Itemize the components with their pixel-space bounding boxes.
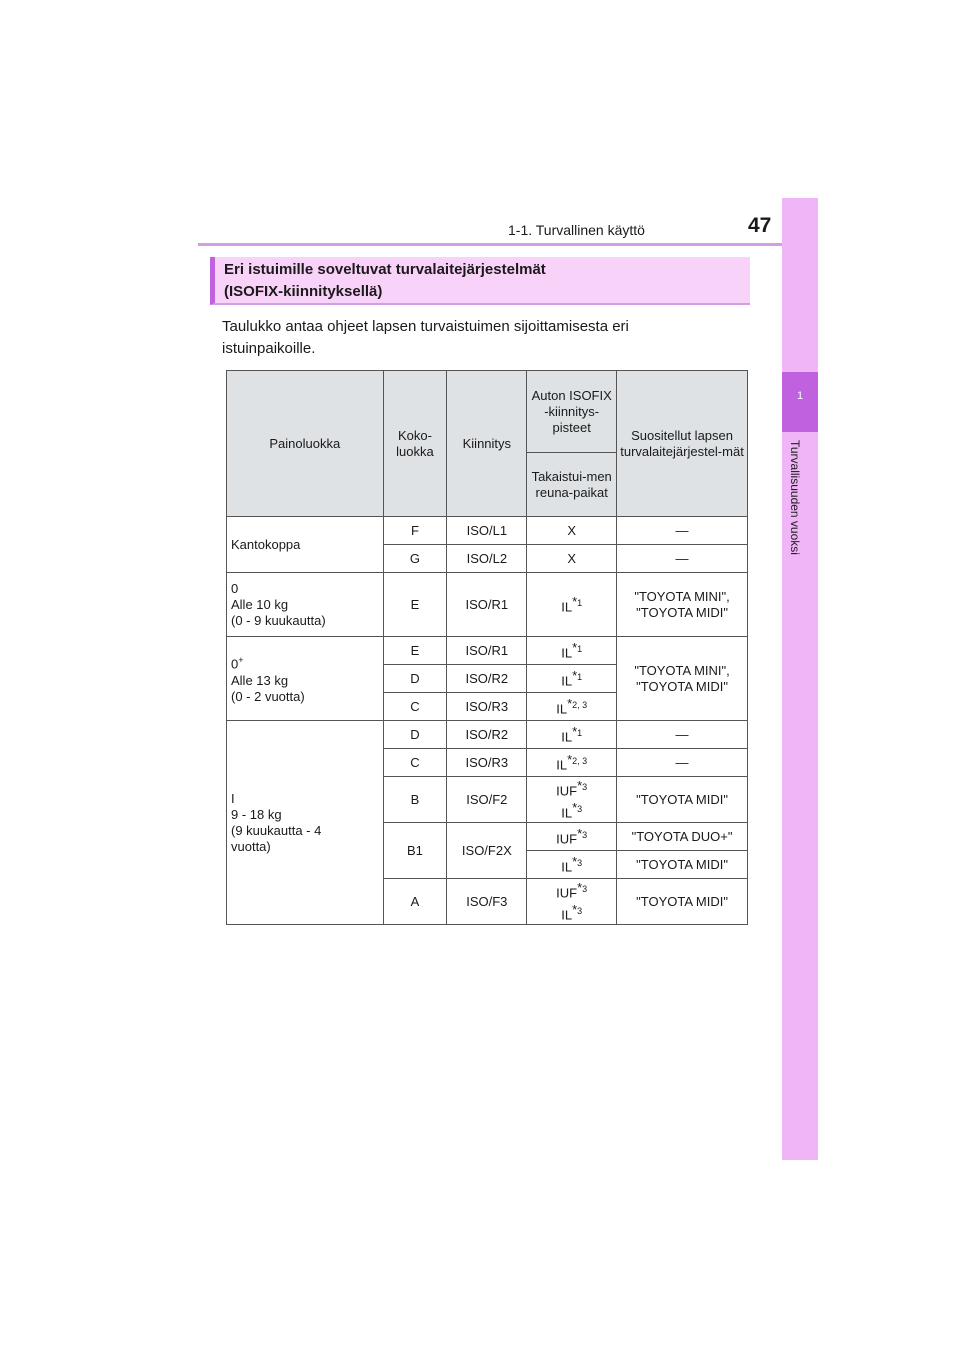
chapter-side-tab (782, 198, 818, 1160)
recommended-cell: — (617, 749, 748, 777)
section-header: 1-1. Turvallinen käyttö (508, 222, 645, 238)
size-cell: B1 (383, 823, 447, 879)
header-isofix-points: Auton ISOFIX -kiinnitys-pisteet (527, 371, 617, 453)
recommended-cell: — (617, 545, 748, 573)
suitability-cell: X (527, 517, 617, 545)
size-cell: C (383, 693, 447, 721)
recommended-cell: "TOYOTA DUO+" (617, 823, 748, 851)
recommended-cell: "TOYOTA MINI", "TOYOTA MIDI" (617, 637, 748, 721)
header-weight-class: Painoluokka (227, 371, 384, 517)
table-row (227, 721, 748, 749)
fixture-cell: ISO/R2 (447, 665, 527, 693)
suitability-cell: IUF$^{*3}$ IL$^{*3}$ (527, 777, 617, 823)
chapter-tab-marker (782, 372, 818, 432)
header-size-class: Koko-luokka (383, 371, 447, 517)
header-recommended: Suositellut lapsen turvalaitejärjestel-mät (617, 371, 748, 517)
fixture-cell: ISO/F3 (447, 879, 527, 925)
intro-text: Taulukko antaa ohjeet lapsen turvaistuimen sijoittamisesta eri istuinpaikoille. (222, 318, 629, 357)
suitability-cell: IL$^{*2, 3}$ (527, 749, 617, 777)
header-fixture: Kiinnitys (447, 371, 527, 517)
recommended-cell: "TOYOTA MIDI" (617, 851, 748, 879)
table-row (227, 573, 748, 637)
fixture-cell: ISO/L1 (447, 517, 527, 545)
chapter-number: 1 (796, 390, 804, 402)
group-0-plus: 0+ Alle 13 kg (0 - 2 vuotta) (227, 637, 384, 721)
recommended-cell: — (617, 721, 748, 749)
size-cell: D (383, 665, 447, 693)
table-row (227, 637, 748, 665)
fixture-cell: ISO/F2X (447, 823, 527, 879)
table-row (227, 517, 748, 545)
suitability-cell: IL$^{*1}$ (527, 573, 617, 637)
size-cell: B (383, 777, 447, 823)
group-1: I 9 - 18 kg (9 kuukautta - 4 vuotta) (227, 721, 384, 925)
suitability-cell: IUF$^{*3}$ (527, 823, 617, 851)
suitability-cell: IUF$^{*3}$ IL$^{*3}$ (527, 879, 617, 925)
suitability-cell: X (527, 545, 617, 573)
size-cell: E (383, 573, 447, 637)
fixture-cell: ISO/R1 (447, 573, 527, 637)
section-title: Eri istuimille soveltuvat turvalaitejärjestelmät (ISOFIX-kiinnityksellä) (224, 261, 546, 300)
recommended-cell: — (617, 517, 748, 545)
suitability-cell: IL$^{*1}$ (527, 721, 617, 749)
size-cell: A (383, 879, 447, 925)
suitability-cell: IL$^{*1}$ (527, 637, 617, 665)
fixture-cell: ISO/R3 (447, 749, 527, 777)
suitability-cell: IL$^{*2, 3}$ (527, 693, 617, 721)
recommended-cell: "TOYOTA MIDI" (617, 879, 748, 925)
group-0: 0 Alle 10 kg (0 - 9 kuukautta) (227, 573, 384, 637)
group-carrycot: Kantokoppa (227, 517, 384, 573)
suitability-cell: IL$^{*3}$ (527, 851, 617, 879)
size-cell: F (383, 517, 447, 545)
fixture-cell: ISO/L2 (447, 545, 527, 573)
header-rear-side-seats: Takaistui-men reuna-paikat (527, 453, 617, 517)
isofix-suitability-table (226, 370, 748, 925)
fixture-cell: ISO/F2 (447, 777, 527, 823)
page-number: 47 (748, 214, 772, 237)
size-cell: E (383, 637, 447, 665)
fixture-cell: ISO/R1 (447, 637, 527, 665)
recommended-cell: "TOYOTA MIDI" (617, 777, 748, 823)
size-cell: C (383, 749, 447, 777)
size-cell: G (383, 545, 447, 573)
fixture-cell: ISO/R2 (447, 721, 527, 749)
header-divider (198, 243, 818, 246)
fixture-cell: ISO/R3 (447, 693, 527, 721)
suitability-cell: IL$^{*1}$ (527, 665, 617, 693)
recommended-cell: "TOYOTA MINI", "TOYOTA MIDI" (617, 573, 748, 637)
size-cell: D (383, 721, 447, 749)
section-heading-box (210, 257, 750, 305)
chapter-title: Turvallisuuden vuoksi (788, 440, 802, 555)
